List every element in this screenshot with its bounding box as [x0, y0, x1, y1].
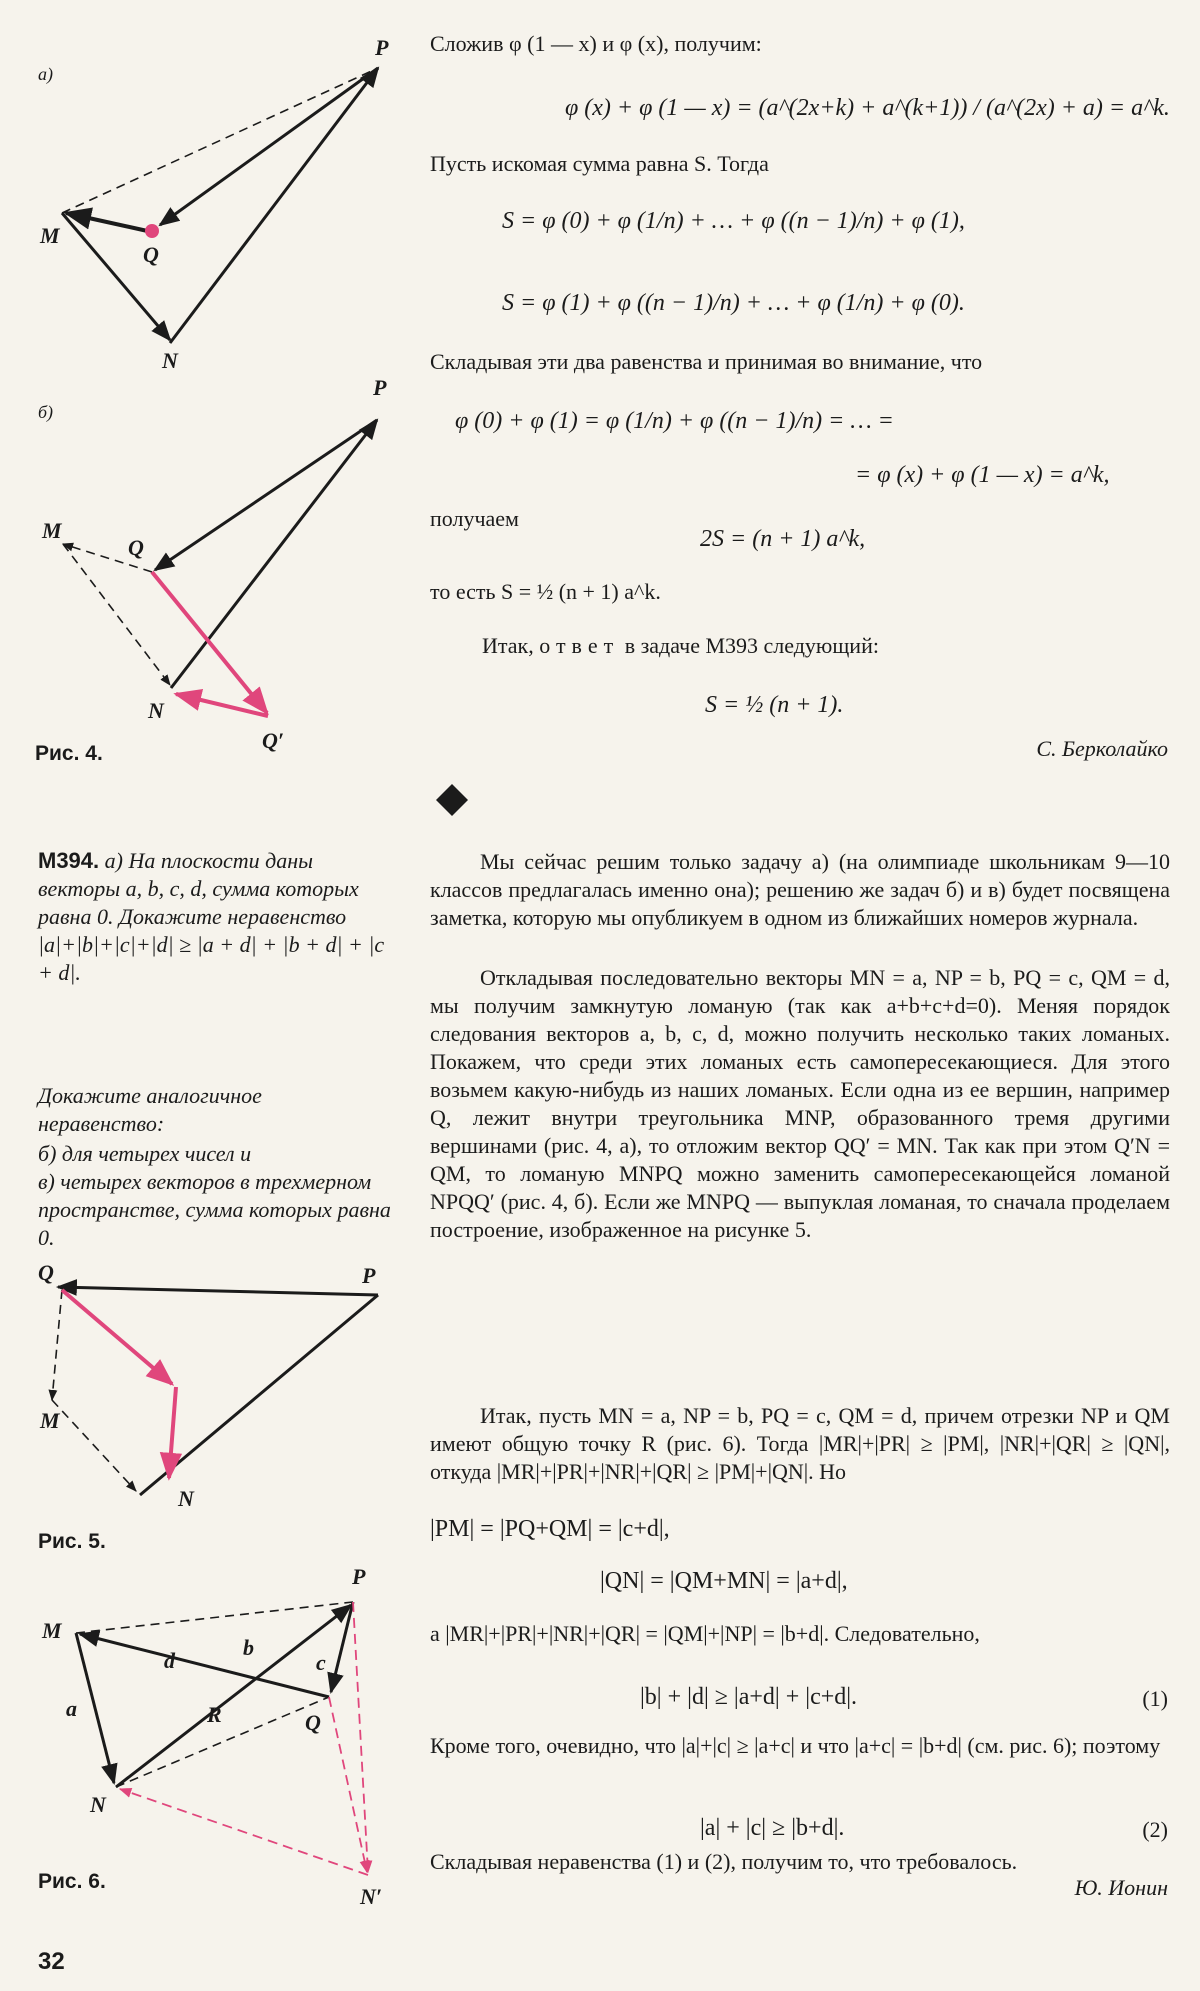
problem-text-1: а) На плоскости даны векторы a, b, c, d, сумма которых равна 0. Докажите неравенство |a|+|b|+|c|+|d| ≥ |a + d| + |b + d| + |c + d|. [38, 848, 385, 985]
svg-text:P: P [375, 35, 389, 60]
formula-2: S = φ (0) + φ (1/n) + … + φ ((n − 1)/n) + φ (1), [502, 208, 965, 234]
svg-text:N: N [148, 698, 164, 723]
svg-text:Q: Q [143, 242, 159, 267]
svg-text:Q: Q [38, 1260, 54, 1285]
problem-text-3: б) для четырех чисел и [38, 1141, 252, 1166]
svg-text:d: d [164, 1648, 175, 1673]
point-q-marker [145, 224, 159, 238]
solution-eq-1: |b| + |d| ≥ |a+d| + |c+d|. [640, 1684, 858, 1710]
answer-line [482, 632, 879, 660]
figure-4b [38, 375, 387, 753]
fig4-caption: Рис. 4. [35, 742, 103, 765]
get-text: получаем [430, 506, 519, 531]
svg-text:P: P [373, 375, 387, 400]
formula-4: φ (0) + φ (1) = φ (1/n) + φ ((n − 1)/n) = … = [455, 408, 894, 434]
eq-1-number: (1) [1142, 1686, 1168, 1711]
problem-code: М394. [38, 848, 100, 873]
solution-eq-2: |a| + |c| ≥ |b+d|. [700, 1815, 845, 1841]
fig6-caption: Рис. 6. [38, 1870, 106, 1893]
svg-text:a: a [66, 1696, 77, 1721]
formula-6: 2S = (n + 1) a^k, [700, 526, 866, 552]
formula-1: φ (x) + φ (1 — x) = (a^(2x+k) + a^(k+1)) / (a^(2x) + a) = a^k. [565, 95, 1170, 121]
answer-rest: в задаче М393 следующий: [624, 633, 879, 658]
fig4-part-a: а) [38, 64, 53, 84]
solution-p6: Складывая неравенства (1) и (2), получим то, что требовалось. [430, 1849, 1018, 1874]
problem-text-4: в) четырех векторов в трехмерном пространстве, сумма которых равна 0. [38, 1169, 391, 1250]
answer-intro: Итак, [482, 633, 534, 658]
let-text: Пусть искомая сумма равна S. Тогда [430, 151, 769, 176]
svg-text:M: M [42, 1618, 62, 1643]
page-number: 32 [38, 1948, 65, 1975]
diamond-separator [436, 784, 468, 816]
solution-p2: Откладывая последовательно векторы MN = a, NP = b, PQ = c, QM = d, мы получим замкнутую ломаную (так как a+b+c+d=0). Меняя порядок следования векторов a, b, c, d, можно получить несколько таких ломаных. Покажем, что среди этих ломаных есть самопересекающиеся. Для этого возьмем какую-нибудь из наших ломаных. Если одна из ее вершин, например Q, лежит внутри треугольника MNP, образованного тремя другими вершинами (рис. 4, а), то отложим вектор QQ′ = MN. Так как при этом Q′N = QM, то ломаную MNPQ можно заменить самопересекающейся ломаной NPQQ′ (рис. 4, б). Если же MNPQ — выпуклая ломаная, то сначала проделаем построение, изображенное на рисунке 5. [430, 965, 1170, 1242]
svg-text:N′: N′ [360, 1884, 383, 1909]
thatis-text: то есть S = ½ (n + 1) a^k. [430, 579, 661, 604]
signature-ionin: Ю. Ионин [1074, 1875, 1168, 1900]
svg-text:N: N [90, 1792, 106, 1817]
svg-text:N: N [162, 348, 178, 373]
svg-text:Q′: Q′ [262, 728, 285, 753]
problem-statement [38, 847, 393, 987]
svg-text:Q: Q [128, 535, 144, 560]
problem-text-2: Докажите аналогичное неравенство: [38, 1083, 262, 1136]
intro-text: Сложив φ (1 — x) и φ (x), получим: [430, 31, 762, 56]
fig4-part-b: б) [38, 402, 54, 422]
solution-p4: а |MR|+|PR|+|NR|+|QR| = |QM|+|NP| = |b+d|. Следовательно, [430, 1621, 980, 1646]
svg-text:N: N [178, 1486, 194, 1511]
figure-4a [38, 35, 389, 373]
svg-text:M: M [40, 223, 60, 248]
svg-text:M: M [42, 518, 62, 543]
adding-text: Складывая эти два равенства и принимая во внимание, что [430, 349, 983, 374]
svg-text:c: c [316, 1650, 326, 1675]
solution-p3: Итак, пусть MN = a, NP = b, PQ = c, QM = d, причем отрезки NP и QM имеют общую точку R (рис. 6). Тогда |MR|+|PR| ≥ |PM|, |NR|+|QR| ≥ |QN|, откуда |MR|+|PR|+|NR|+|QR| ≥ |PM|+|QN|. Но [430, 1403, 1170, 1484]
formula-7: S = ½ (n + 1). [705, 692, 844, 718]
answer-word: ответ [539, 633, 620, 658]
eq-2-number: (2) [1142, 1817, 1168, 1842]
svg-text:b: b [243, 1635, 254, 1660]
svg-text:Q: Q [305, 1710, 321, 1735]
solution-p5: Кроме того, очевидно, что |a|+|c| ≥ |a+c| и что |a+c| = |b+d| (см. рис. 6); поэтому [430, 1733, 1161, 1758]
signature-berkolaiko: С. Берколайко [1036, 736, 1168, 761]
svg-text:P: P [352, 1564, 366, 1589]
solution-eq-b: |QN| = |QM+MN| = |a+d|, [600, 1568, 848, 1594]
formula-3: S = φ (1) + φ ((n − 1)/n) + … + φ (1/n) + φ (0). [502, 290, 965, 316]
figure-6 [41, 1564, 382, 1909]
formula-5: = φ (x) + φ (1 — x) = a^k, [855, 462, 1110, 488]
svg-text:M: M [40, 1408, 60, 1433]
solution-eq-a: |PM| = |PQ+QM| = |c+d|, [430, 1516, 670, 1542]
figure-5 [38, 1260, 378, 1511]
fig5-caption: Рис. 5. [38, 1530, 106, 1553]
svg-text:P: P [362, 1263, 376, 1288]
solution-p1: Мы сейчас решим только задачу а) (на олимпиаде школьникам 9—10 классов предлагалась именно она); решению же задач б) и в) будет посвящена заметка, которую мы опубликуем в одном из ближайших номеров журнала. [430, 849, 1170, 930]
svg-text:R: R [207, 1702, 222, 1727]
